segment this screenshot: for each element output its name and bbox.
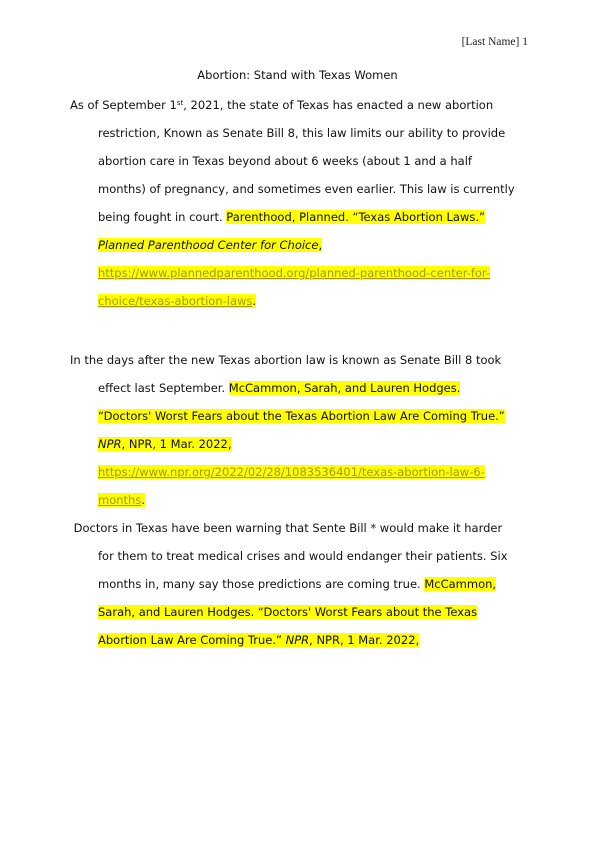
citation-highlight: , NPR, 1 Mar. 2022, — [309, 633, 420, 647]
paragraph-1 — [70, 91, 540, 315]
paragraph-line — [70, 287, 540, 315]
citation-link[interactable]: https://www.plannedparenthood.org/planned-parenthood-center-for- — [98, 266, 491, 280]
citation-highlight: “Doctors' Worst Fears about the Texas Abortion Law Are Coming True.” — [98, 409, 505, 423]
text-run: , 2021, the state of Texas has enacted a new abortion — [183, 98, 494, 112]
citation-highlight: Parenthood, Planned. “Texas Abortion Laws.” — [226, 210, 485, 224]
citation-highlight: McCammon, Sarah, and Lauren Hodges. — [228, 381, 461, 395]
citation-highlight: . — [141, 493, 145, 507]
text-run: being fought in court. — [98, 210, 227, 224]
paragraph-line: months) of pregnancy, and sometimes even earlier. This law is currently — [98, 182, 515, 196]
paragraph-line — [70, 374, 540, 402]
paragraph-line — [70, 626, 540, 654]
paragraph-line — [70, 231, 540, 259]
running-head: [Last Name] 1 — [461, 36, 528, 48]
citation-link[interactable]: https://www.npr.org/2022/02/28/1083536401/texas-abortion-law-6- — [98, 465, 485, 479]
page-title: Abortion: Stand with Texas Women — [197, 68, 398, 82]
paragraph-line — [70, 430, 540, 458]
paragraph-line: restriction, Known as Senate Bill 8, this law limits our ability to provide — [98, 126, 506, 140]
text-run: effect last September. — [98, 381, 229, 395]
paragraph-line — [70, 486, 540, 514]
text-run: months in, many say those predictions are coming true. — [98, 577, 425, 591]
citation-source-title: NPR — [98, 437, 122, 451]
citation-source-title: NPR — [285, 633, 310, 647]
citation-highlight: , NPR, 1 Mar. 2022, — [121, 437, 232, 451]
paragraph-line — [70, 91, 540, 119]
paragraph-line: abortion care in Texas beyond about 6 weeks (about 1 and a half — [98, 154, 472, 168]
paragraph-line — [70, 203, 540, 231]
paragraph-line — [70, 259, 540, 287]
citation-link[interactable]: months — [98, 493, 142, 507]
paragraph-line — [70, 570, 540, 598]
paragraph-3 — [70, 514, 540, 654]
paragraph-2 — [70, 346, 540, 514]
paragraph-line — [70, 598, 540, 626]
citation-highlight: . — [252, 294, 257, 308]
paragraph-line — [70, 458, 540, 486]
paragraph-line: In the days after the new Texas abortion law is known as Senate Bill 8 took — [70, 353, 502, 367]
citation-highlight: McCammon, — [424, 577, 497, 591]
citation-highlight: , — [318, 238, 323, 252]
citation-highlight: Abortion Law Are Coming True.” — [98, 633, 286, 647]
citation-highlight: Sarah, and Lauren Hodges. “Doctors' Worst Fears about the Texas — [98, 605, 478, 619]
paragraph-line: for them to treat medical crises and would endanger their patients. Six — [98, 549, 508, 563]
citation-source-title: Planned Parenthood Center for Choice — [98, 238, 319, 252]
paragraph-line — [70, 402, 540, 430]
text-run: As of September 1 — [70, 98, 177, 112]
paragraph-line: Doctors in Texas have been warning that Sente Bill * would make it harder — [70, 521, 503, 535]
citation-link[interactable]: choice/texas-abortion-laws — [98, 294, 253, 308]
superscript: st — [176, 99, 184, 107]
